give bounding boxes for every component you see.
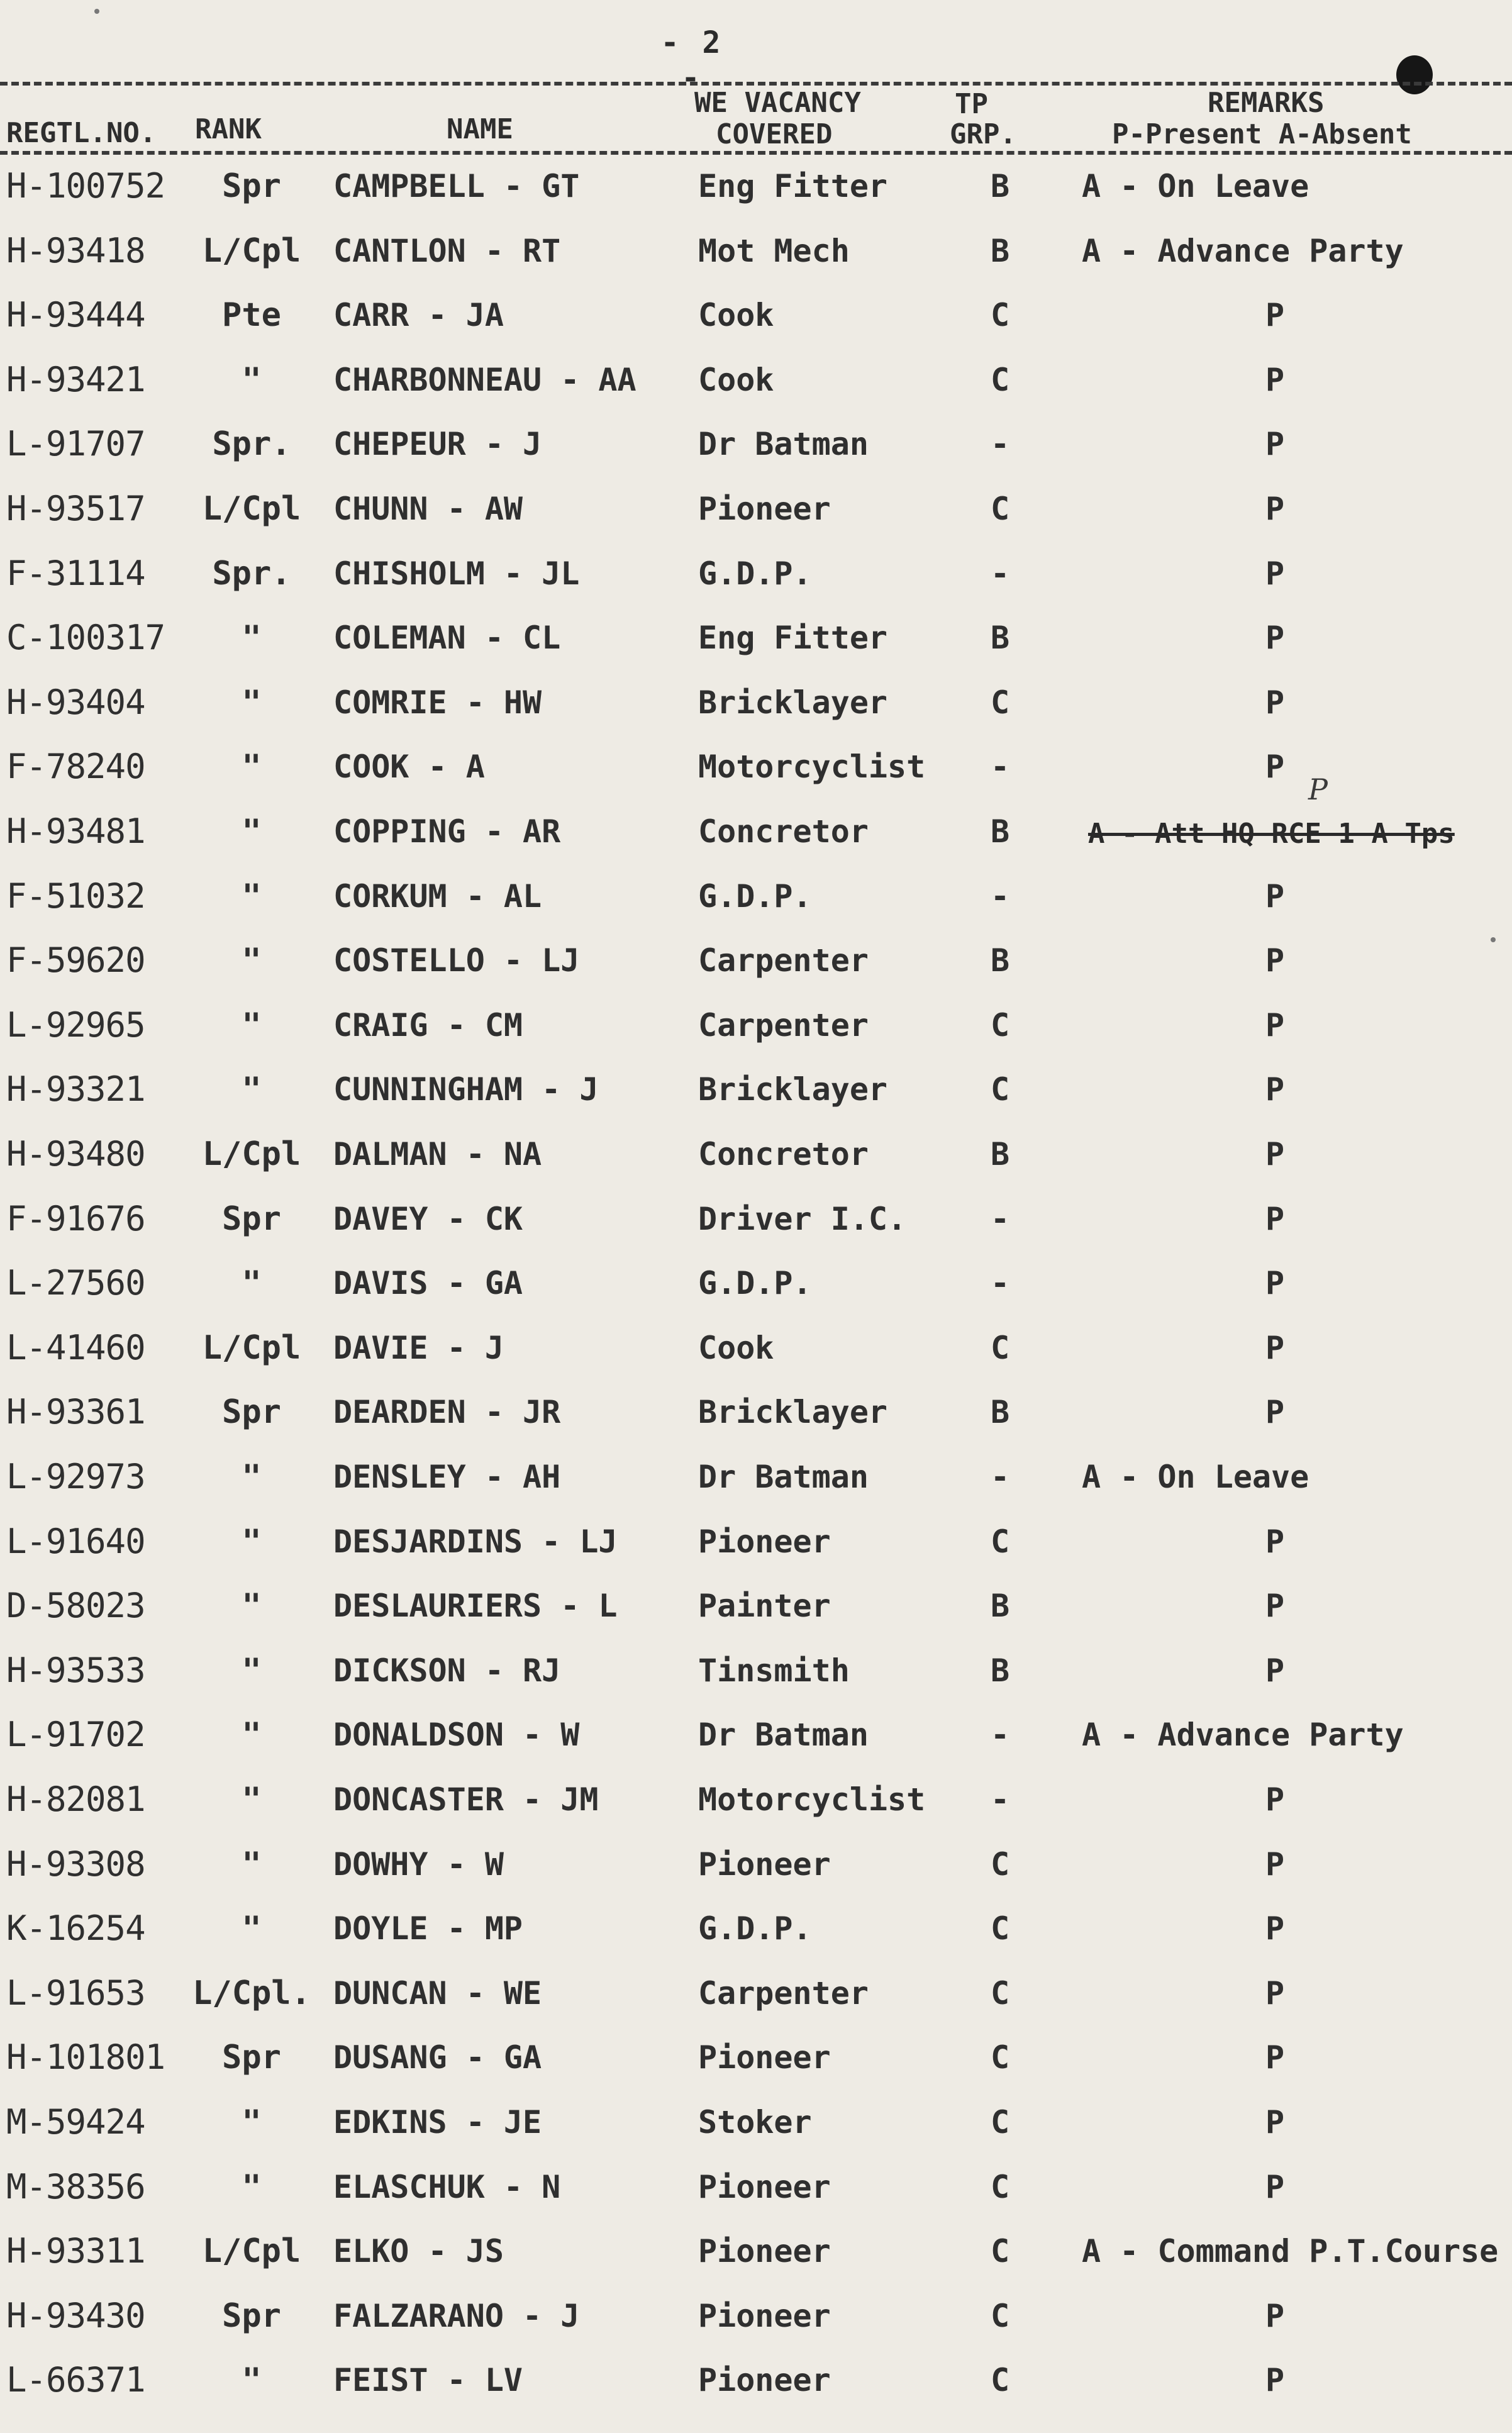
header-vacancy: WE VACANCY [694,87,861,119]
tp-grp-cell: B [990,168,1010,204]
name-cell: FALZARANO - J [333,2297,580,2334]
name-cell: EDKINS - JE [333,2104,542,2141]
table-row [0,1587,1512,1651]
remarks-cell: A - On Leave [1082,1459,1309,1495]
name-cell: CORKUM - AL [333,877,542,915]
header-bottom-rule [0,151,1512,155]
table-row [0,1652,1512,1716]
vacancy-cell: Dr Batman [698,426,869,463]
vacancy-cell: Driver I.C. [698,1200,907,1237]
tp-grp-cell: C [990,1910,1010,1947]
regtl-no-cell: L-91640 [6,1521,145,1561]
regtl-no-cell: F-91676 [6,1198,145,1239]
name-cell: ELASCHUK - N [333,2168,561,2205]
remarks-cell: P [1265,1394,1285,1431]
name-cell: CHUNN - AW [333,491,523,527]
table-row [0,1716,1512,1780]
vacancy-cell: Motorcyclist [698,1781,926,1818]
vacancy-cell: Carpenter [698,1006,869,1044]
name-cell: COSTELLO - LJ [333,942,580,979]
rank-cell: Spr. [212,554,291,593]
table-row [0,425,1512,489]
table-row [0,232,1512,296]
tp-grp-cell: C [990,2233,1010,2270]
name-cell: DICKSON - RJ [333,1652,561,1689]
regtl-no-cell: H-93418 [6,230,145,270]
vacancy-cell: Pioneer [698,2362,831,2399]
regtl-no-cell: L-27560 [6,1263,145,1303]
table-row [0,1200,1512,1264]
rank-cell: " [242,2103,262,2141]
table-row [0,490,1512,554]
rank-cell: " [242,683,262,721]
table-row [0,1329,1512,1393]
rank-cell: L/Cpl [202,1328,301,1367]
name-cell: CAMPBELL - GT [333,168,580,204]
remarks-cell: P [1265,2104,1285,2141]
vacancy-cell: Pioneer [698,491,831,527]
name-cell: COOK - A [333,749,485,786]
tp-grp-cell: C [990,684,1010,721]
name-cell: ELKO - JS [333,2233,504,2270]
regtl-no-cell: D-58023 [6,1586,145,1626]
header-grp: GRP. [950,118,1016,150]
rank-cell: " [242,1264,262,1303]
vacancy-cell: Motorcyclist [698,749,926,786]
table-row [0,1910,1512,1974]
regtl-no-cell: L-91707 [6,424,145,464]
regtl-no-cell: H-93321 [6,1069,145,1110]
name-cell: DESJARDINS - LJ [333,1523,618,1560]
tp-grp-cell: - [990,555,1010,592]
name-cell: CHARBONNEAU - AA [333,361,636,398]
rank-cell: " [242,360,262,399]
header-rank: RANK [195,113,262,145]
regtl-no-cell: C-100317 [6,618,165,658]
remarks-cell: P [1265,2168,1285,2205]
rank-cell: L/Cpl [202,2232,301,2271]
name-cell: DONCASTER - JM [333,1781,599,1818]
rank-cell: " [242,813,262,850]
struck-remark: A - Att HQ RCE 1 A Tps [1088,818,1455,850]
rank-cell: Spr [222,2039,281,2077]
name-cell: DENSLEY - AH [333,1459,561,1495]
remarks-cell: P [1265,1523,1285,1560]
tp-grp-cell: - [990,426,1010,463]
rank-cell: " [242,748,262,786]
remarks-cell: P [1265,1974,1285,2012]
rank-cell: " [242,1522,262,1561]
table-row [0,877,1512,942]
name-cell: DAVEY - CK [333,1200,523,1237]
rank-cell: " [242,1910,262,1948]
regtl-no-cell: L-92965 [6,1005,145,1045]
vacancy-cell: Pioneer [698,1523,831,1560]
rank-cell: " [242,2168,262,2206]
table-row [0,167,1512,231]
vacancy-cell: Pioneer [698,2233,831,2270]
regtl-no-cell: H-93404 [6,682,145,722]
header-name: NAME [447,113,513,145]
page-number: - 2 - [660,25,723,96]
table-row [0,1071,1512,1135]
table-row [0,1974,1512,2039]
regtl-no-cell: F-59620 [6,940,145,981]
vacancy-cell: Tinsmith [698,1652,850,1689]
regtl-no-cell: K-16254 [6,1908,145,1949]
rank-cell: " [242,2361,262,2400]
table-row [0,2039,1512,2103]
regtl-no-cell: H-93444 [6,295,145,335]
table-row [0,361,1512,425]
remarks-cell: P [1265,426,1285,463]
tp-grp-cell: B [990,620,1010,657]
regtl-no-cell: H-93311 [6,2231,145,2271]
name-cell: CHEPEUR - J [333,426,542,463]
remarks-cell: P [1265,684,1285,721]
rank-cell: Spr [222,1200,281,1238]
remarks-cell: P [1265,942,1285,979]
rank-cell: Pte [222,296,281,335]
regtl-no-cell: H-93421 [6,359,145,399]
remarks-cell: P [1265,555,1285,592]
remarks-cell: P [1265,2297,1285,2334]
remarks-cell: P [1265,1846,1285,1883]
tp-grp-cell: C [990,1846,1010,1883]
table-row [0,1781,1512,1845]
rank-cell: " [242,1458,262,1496]
table-row [0,684,1512,748]
tp-grp-cell: - [990,1265,1010,1302]
vacancy-cell: Pioneer [698,2039,831,2076]
tp-grp-cell: C [990,297,1010,334]
tp-grp-cell: C [990,2362,1010,2399]
regtl-no-cell: H-93430 [6,2295,145,2336]
name-cell: COMRIE - HW [333,684,542,721]
remarks-cell: A - Command P.T.Course [1082,2233,1499,2270]
name-cell: COPPING - AR [333,813,561,850]
vacancy-cell: Dr Batman [698,1717,869,1754]
vacancy-cell: Pioneer [698,2297,831,2334]
table-row [0,1846,1512,1910]
name-cell: CUNNINGHAM - J [333,1071,599,1108]
rank-cell: " [242,877,262,915]
name-cell: CHISHOLM - JL [333,555,580,592]
regtl-no-cell: F-31114 [6,553,145,593]
vacancy-cell: Concretor [698,1136,869,1172]
rank-cell: Spr [222,167,281,205]
vacancy-cell: Mot Mech [698,232,850,269]
name-cell: DALMAN - NA [333,1136,542,1172]
rank-cell: L/Cpl. [192,1974,311,2012]
speck [94,9,99,14]
regtl-no-cell: H-93517 [6,489,145,528]
tp-grp-cell: C [990,1006,1010,1044]
rank-cell: " [242,1006,262,1044]
name-cell: DEARDEN - JR [333,1394,561,1431]
vacancy-cell: Eng Fitter [698,620,888,657]
rank-cell: Spr. [212,425,291,464]
remarks-cell: P [1265,1781,1285,1818]
regtl-no-cell: H-100752 [6,166,165,206]
rank-cell: " [242,942,262,980]
regtl-no-cell: H-101801 [6,2037,165,2078]
regtl-no-cell: M-38356 [6,2166,145,2207]
regtl-no-cell: H-93481 [6,811,145,851]
vacancy-cell: Pioneer [698,2168,831,2205]
tp-grp-cell: - [990,1717,1010,1754]
name-cell: DUSANG - GA [333,2039,542,2076]
vacancy-cell: G.D.P. [698,877,812,915]
rank-cell: " [242,1587,262,1625]
table-row [0,1393,1512,1457]
name-cell: DAVIS - GA [333,1265,523,1302]
vacancy-cell: Eng Fitter [698,168,888,204]
remarks-cell: P [1265,297,1285,334]
tp-grp-cell: B [990,942,1010,979]
tp-grp-cell: B [990,1136,1010,1172]
remarks-cell: P [1265,749,1285,786]
tp-grp-cell: C [990,1523,1010,1560]
regtl-no-cell: L-66371 [6,2360,145,2400]
rank-cell: " [242,619,262,657]
vacancy-cell: Carpenter [698,942,869,979]
rank-cell: Spr [222,2297,281,2335]
regtl-no-cell: L-92973 [6,1457,145,1496]
tp-grp-cell: C [990,2168,1010,2205]
tp-grp-cell: - [990,749,1010,786]
table-row [0,2232,1512,2297]
regtl-no-cell: L-41460 [6,1327,145,1367]
vacancy-cell: Concretor [698,813,869,850]
remarks-cell: P [1265,1265,1285,1302]
regtl-no-cell: H-93308 [6,1844,145,1884]
vacancy-cell: Bricklayer [698,1071,888,1108]
vacancy-cell: Stoker [698,2104,812,2141]
rank-cell: L/Cpl [202,490,301,528]
remarks-cell: P [1265,2362,1285,2399]
tp-grp-cell: B [990,232,1010,269]
remarks-cell: P [1265,1910,1285,1947]
remarks-cell: P [1265,1329,1285,1366]
tp-grp-cell: C [990,1974,1010,2012]
name-cell: CRAIG - CM [333,1006,523,1044]
remarks-cell: P [1265,2039,1285,2076]
name-cell: DAVIE - J [333,1329,504,1366]
name-cell: DESLAURIERS - L [333,1588,618,1625]
tp-grp-cell: C [990,2297,1010,2334]
table-row [0,1264,1512,1328]
table-row [0,748,1512,812]
table-row [0,1458,1512,1522]
table-row [0,942,1512,1006]
rank-cell: " [242,1781,262,1818]
vacancy-cell: Cook [698,361,774,398]
tp-grp-cell: - [990,1200,1010,1237]
vacancy-cell: Bricklayer [698,684,888,721]
rank-cell: L/Cpl [202,1135,301,1173]
vacancy-cell: Dr Batman [698,1459,869,1495]
table-row [0,2297,1512,2361]
vacancy-cell: Cook [698,297,774,334]
regtl-no-cell: F-51032 [6,876,145,916]
rank-cell: " [242,1651,262,1690]
table-row [0,555,1512,619]
tp-grp-cell: B [990,1588,1010,1625]
tp-grp-cell: C [990,361,1010,398]
regtl-no-cell: F-78240 [6,747,145,787]
tp-grp-cell: C [990,2104,1010,2141]
tp-grp-cell: - [990,877,1010,915]
header-regtl-no: REGTL.NO. [6,117,157,149]
tp-grp-cell: C [990,2039,1010,2076]
rank-cell: " [242,1071,262,1109]
vacancy-cell: Cook [698,1329,774,1366]
remarks-cell: P [1265,877,1285,915]
remarks-cell: P [1265,1588,1285,1625]
name-cell: DUNCAN - WE [333,1974,542,2012]
vacancy-cell: G.D.P. [698,555,812,592]
remarks-cell: P [1265,1652,1285,1689]
header-tp: TP [955,88,988,120]
remarks-cell: P [1265,1071,1285,1108]
tp-grp-cell: - [990,1459,1010,1495]
header-remarks-legend: P-Present A-Absent [1112,118,1412,150]
rank-cell: L/Cpl [202,231,301,270]
remarks-cell: P [1265,491,1285,527]
name-cell: FEIST - LV [333,2362,523,2399]
tp-grp-cell: B [990,1394,1010,1431]
rank-cell: " [242,1845,262,1883]
remarks-cell: P [1265,1006,1285,1044]
vacancy-cell: Pioneer [698,1846,831,1883]
remarks-cell: A - Advance Party [1082,1717,1404,1754]
name-cell: COLEMAN - CL [333,620,561,657]
name-cell: CARR - JA [333,297,504,334]
regtl-no-cell: M-59424 [6,2102,145,2142]
remarks-cell: P [1265,361,1285,398]
vacancy-cell: Carpenter [698,1974,869,2012]
remarks-cell: P [1265,620,1285,657]
rank-cell: Spr [222,1393,281,1432]
tp-grp-cell: C [990,1071,1010,1108]
table-row [0,1523,1512,1587]
table-row [0,2103,1512,2168]
handwritten-correction: P [1308,772,1328,806]
header-vacancy-covered: COVERED [716,118,833,150]
tp-grp-cell: - [990,1781,1010,1818]
vacancy-cell: Bricklayer [698,1394,888,1431]
header-top-rule [0,82,1512,86]
name-cell: CANTLON - RT [333,232,561,269]
name-cell: DOYLE - MP [333,1910,523,1947]
vacancy-cell: Painter [698,1588,831,1625]
rank-cell: " [242,1716,262,1754]
regtl-no-cell: L-91702 [6,1715,145,1755]
tp-grp-cell: B [990,813,1010,850]
remarks-cell: A - On Leave [1082,168,1309,204]
table-row [0,2168,1512,2232]
header-remarks: REMARKS [1208,87,1325,119]
table-row [0,1135,1512,1200]
remarks-cell: P [1265,1136,1285,1172]
remarks-cell: A - Advance Party [1082,232,1404,269]
vacancy-cell: G.D.P. [698,1265,812,1302]
table-row [0,1006,1512,1071]
regtl-no-cell: H-82081 [6,1779,145,1819]
regtl-no-cell: H-93361 [6,1392,145,1432]
vacancy-cell: G.D.P. [698,1910,812,1947]
name-cell: DONALDSON - W [333,1717,580,1754]
table-row [0,2361,1512,2425]
tp-grp-cell: B [990,1652,1010,1689]
tp-grp-cell: C [990,1329,1010,1366]
tp-grp-cell: C [990,491,1010,527]
binder-hole [1396,55,1433,94]
regtl-no-cell: L-91653 [6,1973,145,2013]
table-row [0,619,1512,683]
regtl-no-cell: H-93533 [6,1650,145,1690]
name-cell: DOWHY - W [333,1846,504,1883]
remarks-cell: P [1265,1200,1285,1237]
regtl-no-cell: H-93480 [6,1134,145,1174]
table-row [0,296,1512,360]
